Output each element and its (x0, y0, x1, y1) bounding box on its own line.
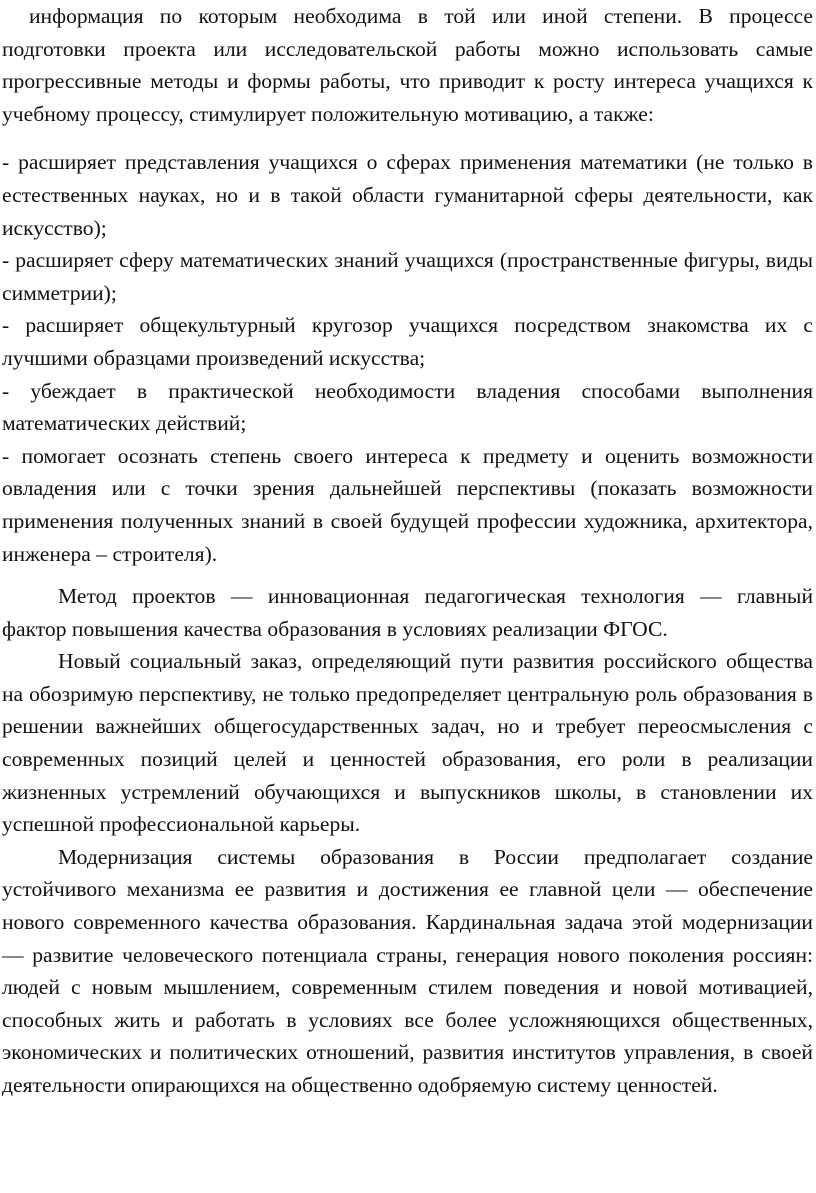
social-order-paragraph: Новый социальный заказ, определяющий пути развития российского общества на обозримую перспективу, не только предопределяет центральную роль образования в решении важнейших общегосударственных задач, но и требует переосмысления с современных позиций целей и ценностей образования, его роли в реализации жизненных устремлений обучающихся и выпускников школы, в становлении их успешной профессиональной карьеры. (2, 649, 813, 837)
modernization-paragraph: Модернизация системы образования в России предполагает создание устойчивого механизма ее развития и достижения ее главной цели — обеспечение нового современного качества образования. Кардинальная задача этой модернизации — развитие человеческого потенциала страны, генерация нового поколения россиян: людей с новым мышлением, современным стилем поведения и новой мотивацией, способных жить и работать в условиях все более усложняющихся общественных, экономических и политических отношений, развития институтов управления, в своей деятельности опирающихся на общественно одобряемую систему ценностей. (2, 844, 813, 1097)
list-item: - убеждает в практической необходимости владения способами выполнения математических действий; (2, 378, 813, 436)
document-page (2, 0, 813, 1102)
project-method-paragraph: Метод проектов — инновационная педагогическая технология — главный фактор повышения качества образования в условиях реализации ФГОС. (2, 584, 813, 641)
intro-paragraph: информация по которым необходима в той или иной степени. В процессе подготовки проекта или исследовательской работы можно использовать самые прогрессивные методы и формы работы, что приводит к росту интереса учащихся к учебному процессу, стимулирует положительную мотивацию, а также: (2, 4, 813, 126)
list-item: - помогает осознать степень своего интереса к предмету и оценить возможности овладения или с точки зрения дальнейшей перспективы (показать возможности применения полученных знаний в своей будущей профессии художника, архитектора, инженера – строителя). (2, 443, 813, 566)
benefits-list (2, 146, 813, 570)
list-item: - расширяет представления учащихся о сферах применения математики (не только в естественных науках, но и в такой области гуманитарной сферы деятельности, как искусство); (2, 150, 813, 240)
list-item: - расширяет общекультурный кругозор учащихся посредством знакомства их с лучшими образцами произведений искусства; (2, 313, 813, 370)
list-item: - расширяет сферу математических знаний учащихся (пространственные фигуры, виды симметрии); (2, 248, 813, 305)
